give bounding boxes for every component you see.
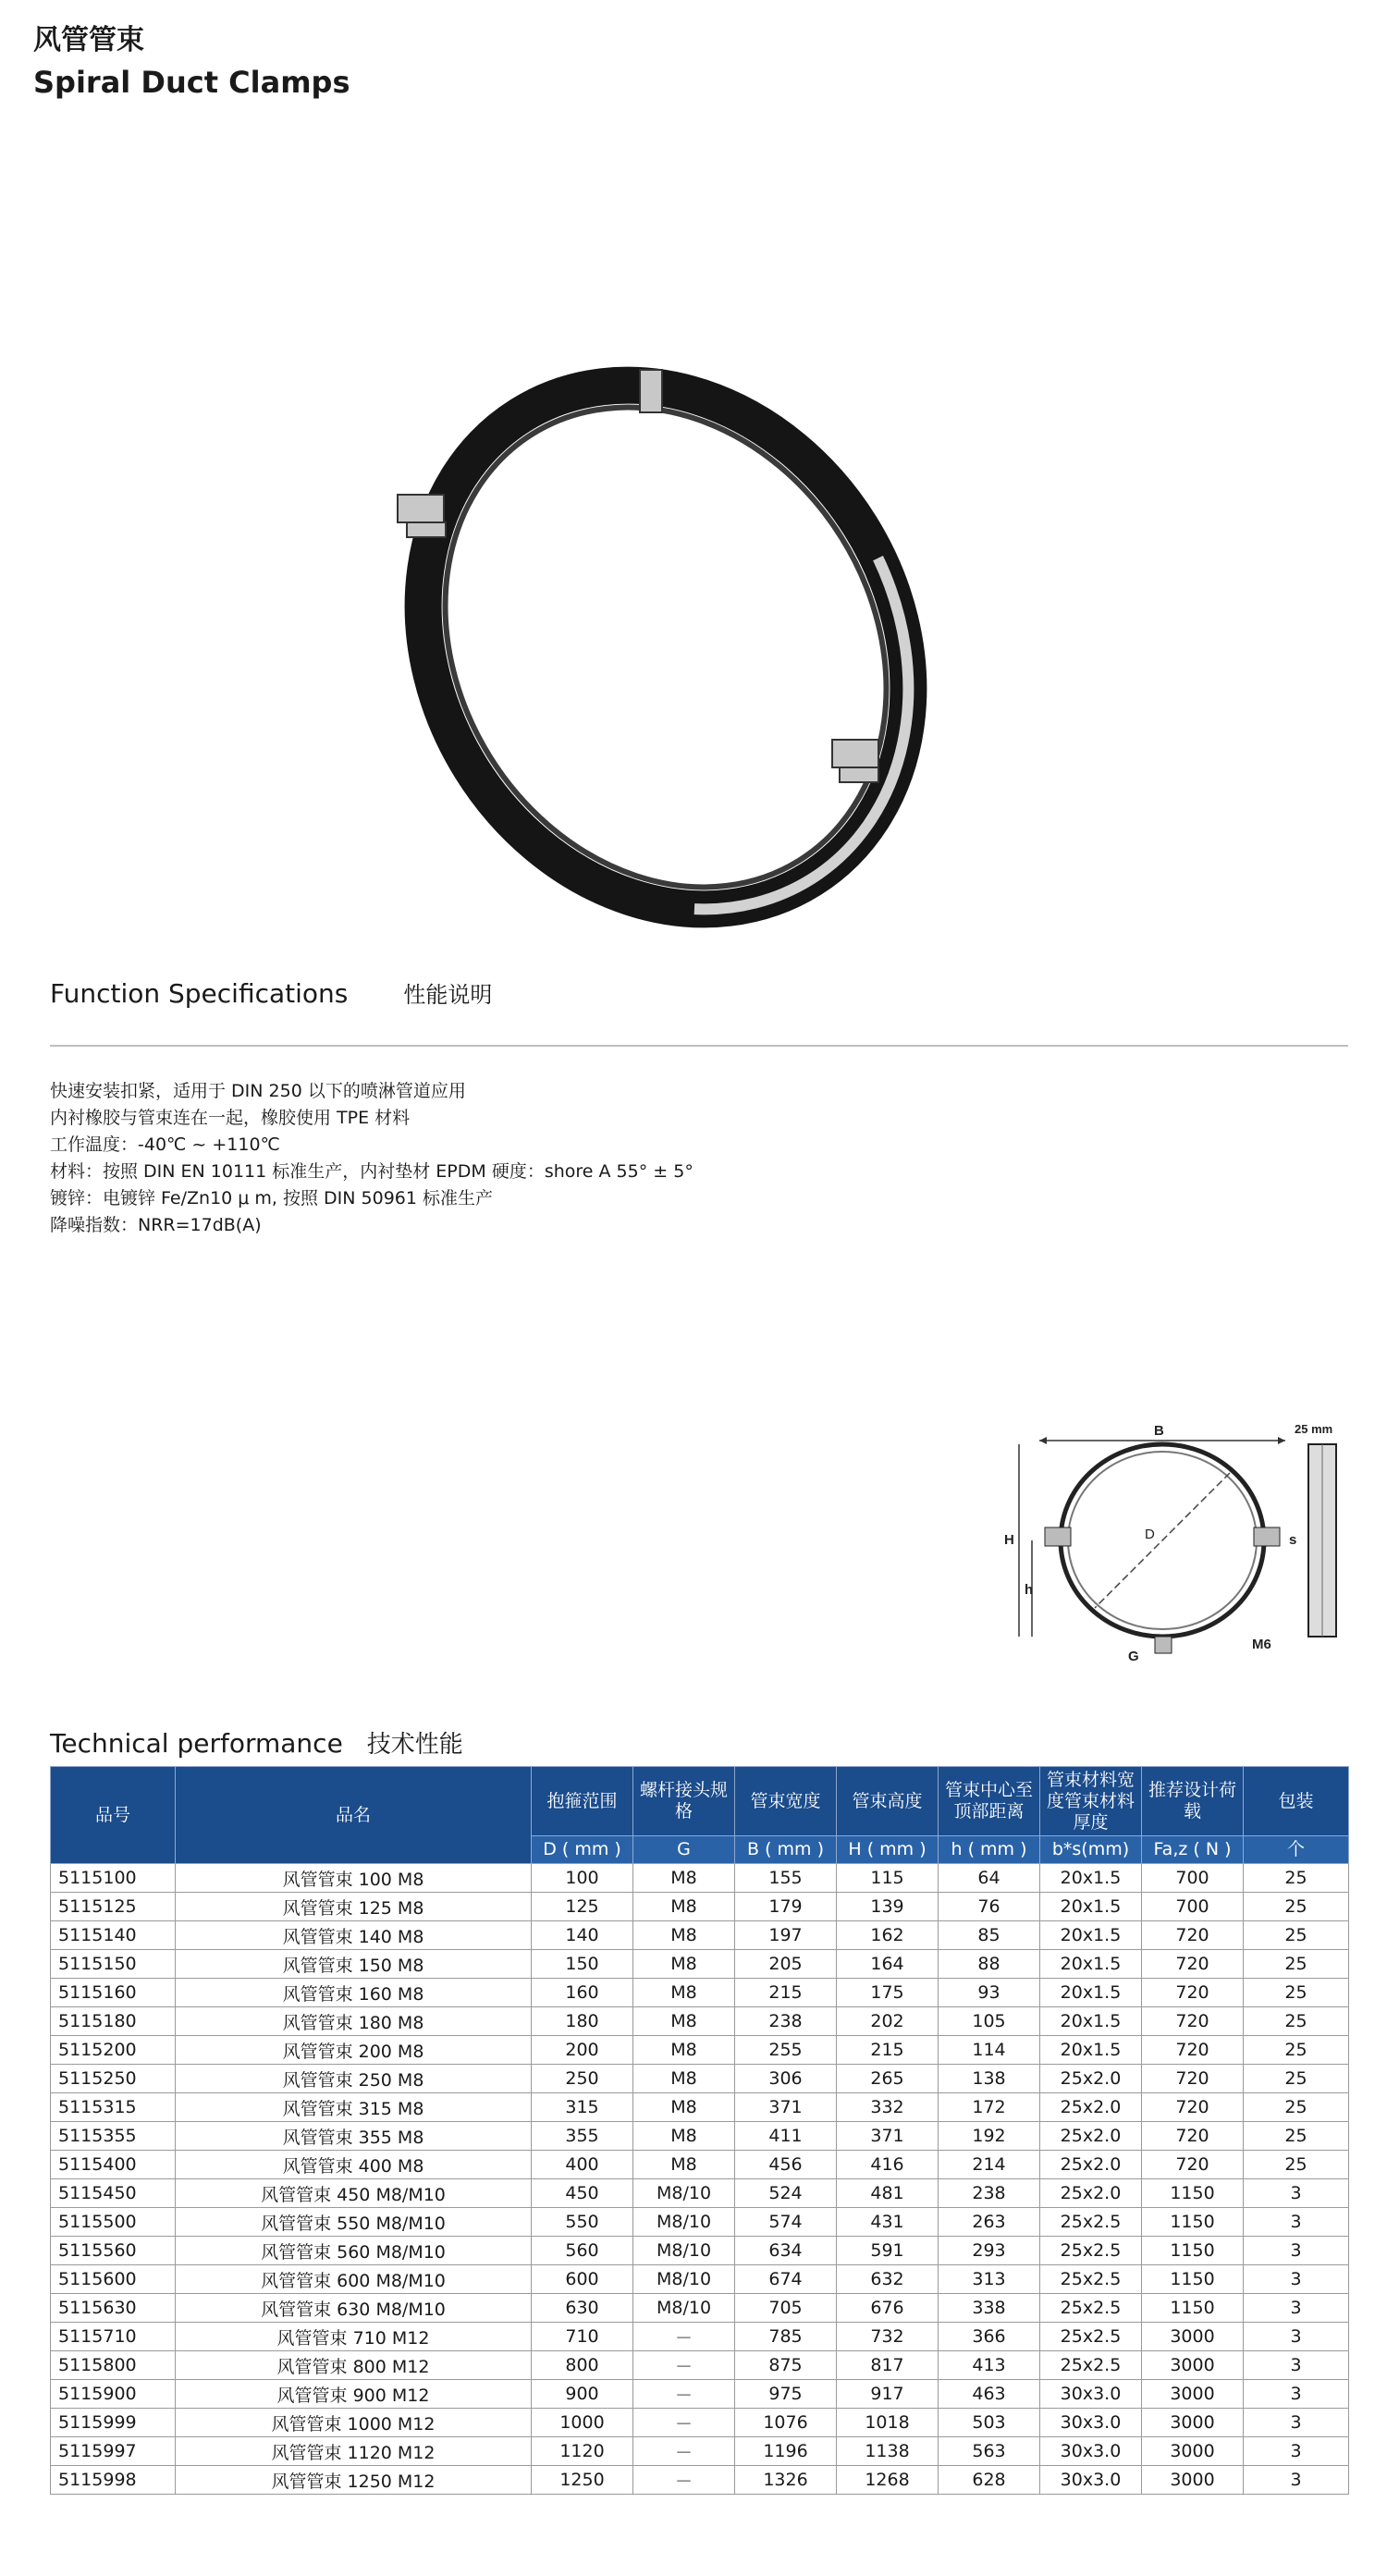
table-row xyxy=(51,1893,1349,1921)
cell-package: 25 xyxy=(1244,1921,1349,1950)
table-row xyxy=(51,2151,1349,2179)
table-row xyxy=(51,1921,1349,1950)
cell-thread: M8 xyxy=(633,2007,735,2036)
cell-center-distance: 313 xyxy=(939,2265,1040,2294)
cell-load: 720 xyxy=(1142,2151,1244,2179)
cell-material: 25x2.5 xyxy=(1040,2323,1142,2351)
col-header-center-distance: 管束中心至顶部距离 xyxy=(939,1767,1040,1836)
label-g: G xyxy=(1128,1649,1139,1662)
col-header-material: 管束材料宽度管束材料厚度 xyxy=(1040,1767,1142,1836)
cell-name: 风管管束 600 M8/M10 xyxy=(176,2265,532,2294)
cell-height: 175 xyxy=(837,1979,939,2007)
cell-code: 5115400 xyxy=(51,2151,176,2179)
cell-center-distance: 503 xyxy=(939,2409,1040,2437)
cell-name: 风管管束 900 M12 xyxy=(176,2380,532,2409)
cell-material: 25x2.0 xyxy=(1040,2065,1142,2093)
cell-width: 411 xyxy=(735,2122,837,2151)
cell-name: 风管管束 250 M8 xyxy=(176,2065,532,2093)
cell-code: 5115355 xyxy=(51,2122,176,2151)
cell-code: 5115997 xyxy=(51,2437,176,2466)
cell-center-distance: 138 xyxy=(939,2065,1040,2093)
cell-range: 710 xyxy=(532,2323,633,2351)
label-b: B xyxy=(1154,1423,1164,1439)
table-row xyxy=(51,1950,1349,1979)
cell-width: 674 xyxy=(735,2265,837,2294)
cell-height: 416 xyxy=(837,2151,939,2179)
cell-thread: M8 xyxy=(633,1864,735,1893)
cell-material: 20x1.5 xyxy=(1040,1921,1142,1950)
cell-height: 732 xyxy=(837,2323,939,2351)
cell-name: 风管管束 400 M8 xyxy=(176,2151,532,2179)
cell-height: 1018 xyxy=(837,2409,939,2437)
cell-height: 817 xyxy=(837,2351,939,2380)
cell-name: 风管管束 140 M8 xyxy=(176,1921,532,1950)
specification-list xyxy=(50,1078,694,1239)
label-h-upper: H xyxy=(1004,1532,1014,1548)
cell-width: 371 xyxy=(735,2093,837,2122)
cell-load: 3000 xyxy=(1142,2351,1244,2380)
cell-width: 634 xyxy=(735,2237,837,2265)
cell-load: 3000 xyxy=(1142,2323,1244,2351)
cell-width: 1196 xyxy=(735,2437,837,2466)
page-title-en: Spiral Duct Clamps xyxy=(33,65,350,100)
cell-code: 5115180 xyxy=(51,2007,176,2036)
label-m6: M6 xyxy=(1252,1637,1271,1652)
cell-load: 1150 xyxy=(1142,2237,1244,2265)
spec-line: 材料：按照 DIN EN 10111 标准生产，内衬垫材 EPDM 硬度：shore A 55° ± 5° xyxy=(50,1161,694,1182)
cell-width: 1326 xyxy=(735,2466,837,2495)
unit-h-lower: h ( mm ) xyxy=(939,1836,1040,1864)
cell-width: 179 xyxy=(735,1893,837,1921)
cell-code: 5115630 xyxy=(51,2294,176,2323)
cell-package: 25 xyxy=(1244,1864,1349,1893)
dimension-diagram xyxy=(999,1422,1350,1662)
cell-name: 风管管束 100 M8 xyxy=(176,1864,532,1893)
duct-clamp-photo xyxy=(370,314,962,980)
cell-code: 5115600 xyxy=(51,2265,176,2294)
table-row xyxy=(51,1864,1349,1893)
cell-code: 5115998 xyxy=(51,2466,176,2495)
cell-material: 30x3.0 xyxy=(1040,2409,1142,2437)
cell-thread: M8 xyxy=(633,1950,735,1979)
cell-thread: － xyxy=(633,2437,735,2466)
cell-name: 风管管束 315 M8 xyxy=(176,2093,532,2122)
cell-width: 875 xyxy=(735,2351,837,2380)
cell-load: 700 xyxy=(1142,1864,1244,1893)
cell-load: 720 xyxy=(1142,2122,1244,2151)
col-header-height: 管束高度 xyxy=(837,1767,939,1836)
table-row xyxy=(51,2409,1349,2437)
cell-center-distance: 93 xyxy=(939,1979,1040,2007)
cell-width: 785 xyxy=(735,2323,837,2351)
cell-thread: M8 xyxy=(633,2093,735,2122)
cell-package: 25 xyxy=(1244,1950,1349,1979)
cell-width: 975 xyxy=(735,2380,837,2409)
cell-range: 450 xyxy=(532,2179,633,2208)
cell-material: 20x1.5 xyxy=(1040,1979,1142,2007)
cell-width: 456 xyxy=(735,2151,837,2179)
cell-name: 风管管束 710 M12 xyxy=(176,2323,532,2351)
cell-load: 720 xyxy=(1142,2007,1244,2036)
cell-code: 5115160 xyxy=(51,1979,176,2007)
cell-material: 30x3.0 xyxy=(1040,2437,1142,2466)
cell-name: 风管管束 1120 M12 xyxy=(176,2437,532,2466)
cell-height: 371 xyxy=(837,2122,939,2151)
section-divider xyxy=(50,1045,1348,1047)
cell-code: 5115999 xyxy=(51,2409,176,2437)
cell-load: 1150 xyxy=(1142,2179,1244,2208)
cell-load: 720 xyxy=(1142,1921,1244,1950)
table-row xyxy=(51,2380,1349,2409)
table-row xyxy=(51,2437,1349,2466)
function-specifications-heading xyxy=(50,976,492,1009)
unit-pcs: 个 xyxy=(1244,1836,1349,1864)
cell-range: 550 xyxy=(532,2208,633,2237)
cell-package: 25 xyxy=(1244,1979,1349,2007)
cell-name: 风管管束 550 M8/M10 xyxy=(176,2208,532,2237)
cell-center-distance: 293 xyxy=(939,2237,1040,2265)
cell-height: 162 xyxy=(837,1921,939,1950)
cell-thread: M8 xyxy=(633,1893,735,1921)
cell-package: 3 xyxy=(1244,2323,1349,2351)
cell-range: 150 xyxy=(532,1950,633,1979)
cell-load: 3000 xyxy=(1142,2437,1244,2466)
cell-code: 5115560 xyxy=(51,2237,176,2265)
heading-en: Technical performance xyxy=(50,1728,343,1759)
table-header-row xyxy=(51,1767,1349,1836)
cell-range: 630 xyxy=(532,2294,633,2323)
cell-code: 5115500 xyxy=(51,2208,176,2237)
cell-code: 5115150 xyxy=(51,1950,176,1979)
cell-height: 164 xyxy=(837,1950,939,1979)
cell-material: 20x1.5 xyxy=(1040,1864,1142,1893)
cell-load: 1150 xyxy=(1142,2265,1244,2294)
cell-code: 5115200 xyxy=(51,2036,176,2065)
cell-name: 风管管束 355 M8 xyxy=(176,2122,532,2151)
cell-material: 25x2.5 xyxy=(1040,2208,1142,2237)
cell-range: 355 xyxy=(532,2122,633,2151)
cell-package: 25 xyxy=(1244,2065,1349,2093)
cell-height: 431 xyxy=(837,2208,939,2237)
cell-center-distance: 628 xyxy=(939,2466,1040,2495)
col-header-load: 推荐设计荷载 xyxy=(1142,1767,1244,1836)
col-header-code: 品号 xyxy=(51,1767,176,1864)
technical-table xyxy=(50,1766,1349,2495)
cell-range: 100 xyxy=(532,1864,633,1893)
table-row xyxy=(51,2237,1349,2265)
spec-line: 降噪指数：NRR=17dB(A) xyxy=(50,1215,262,1235)
table-row xyxy=(51,2007,1349,2036)
cell-center-distance: 214 xyxy=(939,2151,1040,2179)
technical-performance-heading xyxy=(50,1725,463,1760)
cell-package: 25 xyxy=(1244,1893,1349,1921)
cell-thread: M8/10 xyxy=(633,2208,735,2237)
cell-code: 5115450 xyxy=(51,2179,176,2208)
cell-range: 600 xyxy=(532,2265,633,2294)
cell-load: 720 xyxy=(1142,2036,1244,2065)
table-row xyxy=(51,2265,1349,2294)
cell-code: 5115800 xyxy=(51,2351,176,2380)
cell-thread: M8/10 xyxy=(633,2294,735,2323)
label-d: D xyxy=(1145,1527,1155,1542)
cell-height: 139 xyxy=(837,1893,939,1921)
cell-range: 800 xyxy=(532,2351,633,2380)
cell-material: 20x1.5 xyxy=(1040,1950,1142,1979)
cell-center-distance: 366 xyxy=(939,2323,1040,2351)
table-row xyxy=(51,2466,1349,2495)
cell-name: 风管管束 1000 M12 xyxy=(176,2409,532,2437)
heading-cn: 性能说明 xyxy=(403,982,493,1008)
cell-thread: M8 xyxy=(633,2151,735,2179)
table-row xyxy=(51,1979,1349,2007)
cell-center-distance: 88 xyxy=(939,1950,1040,1979)
cell-range: 400 xyxy=(532,2151,633,2179)
label-h-lower: h xyxy=(1025,1582,1034,1598)
cell-load: 720 xyxy=(1142,1950,1244,1979)
cell-name: 风管管束 150 M8 xyxy=(176,1950,532,1979)
cell-height: 676 xyxy=(837,2294,939,2323)
cell-range: 125 xyxy=(532,1893,633,1921)
table-row xyxy=(51,2323,1349,2351)
cell-center-distance: 114 xyxy=(939,2036,1040,2065)
cell-width: 197 xyxy=(735,1921,837,1950)
cell-package: 3 xyxy=(1244,2380,1349,2409)
cell-load: 720 xyxy=(1142,2093,1244,2122)
cell-thread: M8 xyxy=(633,2036,735,2065)
cell-material: 25x2.0 xyxy=(1040,2093,1142,2122)
table-row xyxy=(51,2208,1349,2237)
cell-center-distance: 338 xyxy=(939,2294,1040,2323)
cell-package: 3 xyxy=(1244,2409,1349,2437)
cell-material: 20x1.5 xyxy=(1040,1893,1142,1921)
cell-material: 30x3.0 xyxy=(1040,2380,1142,2409)
cell-height: 632 xyxy=(837,2265,939,2294)
spec-line: 工作温度：-40℃ ~ +110℃ xyxy=(50,1135,280,1155)
cell-center-distance: 463 xyxy=(939,2380,1040,2409)
heading-cn: 技术性能 xyxy=(366,1731,463,1759)
cell-width: 205 xyxy=(735,1950,837,1979)
cell-center-distance: 192 xyxy=(939,2122,1040,2151)
unit-d: D ( mm ) xyxy=(532,1836,633,1864)
cell-code: 5115315 xyxy=(51,2093,176,2122)
cell-width: 524 xyxy=(735,2179,837,2208)
cell-load: 720 xyxy=(1142,1979,1244,2007)
spec-line: 镀锌：电镀锌 Fe/Zn10 μ m, 按照 DIN 50961 标准生产 xyxy=(50,1188,494,1208)
table-row xyxy=(51,2093,1349,2122)
heading-en: Function Specifications xyxy=(50,978,349,1009)
cell-load: 700 xyxy=(1142,1893,1244,1921)
cell-code: 5115710 xyxy=(51,2323,176,2351)
table-row xyxy=(51,2179,1349,2208)
cell-height: 115 xyxy=(837,1864,939,1893)
cell-material: 25x2.5 xyxy=(1040,2294,1142,2323)
cell-name: 风管管束 800 M12 xyxy=(176,2351,532,2380)
table-row xyxy=(51,2351,1349,2380)
cell-name: 风管管束 125 M8 xyxy=(176,1893,532,1921)
cell-code: 5115900 xyxy=(51,2380,176,2409)
cell-width: 1076 xyxy=(735,2409,837,2437)
cell-material: 25x2.0 xyxy=(1040,2151,1142,2179)
cell-package: 3 xyxy=(1244,2351,1349,2380)
table-row xyxy=(51,2036,1349,2065)
unit-b: B ( mm ) xyxy=(735,1836,837,1864)
cell-width: 215 xyxy=(735,1979,837,2007)
cell-code: 5115100 xyxy=(51,1864,176,1893)
cell-range: 1000 xyxy=(532,2409,633,2437)
cell-center-distance: 413 xyxy=(939,2351,1040,2380)
cell-range: 560 xyxy=(532,2237,633,2265)
cell-load: 1150 xyxy=(1142,2294,1244,2323)
cell-thread: M8 xyxy=(633,1979,735,2007)
spec-line: 内衬橡胶与管束连在一起，橡胶使用 TPE 材料 xyxy=(50,1108,411,1128)
table-row xyxy=(51,2122,1349,2151)
cell-height: 917 xyxy=(837,2380,939,2409)
cell-package: 25 xyxy=(1244,2036,1349,2065)
col-header-width: 管束宽度 xyxy=(735,1767,837,1836)
cell-width: 255 xyxy=(735,2036,837,2065)
cell-package: 3 xyxy=(1244,2265,1349,2294)
cell-height: 1268 xyxy=(837,2466,939,2495)
cell-material: 25x2.0 xyxy=(1040,2179,1142,2208)
cell-range: 900 xyxy=(532,2380,633,2409)
cell-width: 705 xyxy=(735,2294,837,2323)
cell-name: 风管管束 1250 M12 xyxy=(176,2466,532,2495)
cell-range: 200 xyxy=(532,2036,633,2065)
unit-load: Fa,z ( N ) xyxy=(1142,1836,1244,1864)
cell-thread: － xyxy=(633,2466,735,2495)
cell-code: 5115250 xyxy=(51,2065,176,2093)
cell-center-distance: 563 xyxy=(939,2437,1040,2466)
cell-name: 风管管束 200 M8 xyxy=(176,2036,532,2065)
cell-package: 3 xyxy=(1244,2294,1349,2323)
cell-thread: M8 xyxy=(633,1921,735,1950)
cell-height: 481 xyxy=(837,2179,939,2208)
cell-load: 3000 xyxy=(1142,2409,1244,2437)
label-s: s xyxy=(1289,1532,1297,1548)
cell-thread: M8/10 xyxy=(633,2265,735,2294)
cell-code: 5115140 xyxy=(51,1921,176,1950)
unit-bs: b*s(mm) xyxy=(1040,1836,1142,1864)
cell-center-distance: 238 xyxy=(939,2179,1040,2208)
cell-package: 25 xyxy=(1244,2007,1349,2036)
cell-range: 140 xyxy=(532,1921,633,1950)
col-header-thread: 螺杆接头规格 xyxy=(633,1767,735,1836)
cell-name: 风管管束 180 M8 xyxy=(176,2007,532,2036)
cell-height: 591 xyxy=(837,2237,939,2265)
cell-load: 3000 xyxy=(1142,2466,1244,2495)
cell-name: 风管管束 630 M8/M10 xyxy=(176,2294,532,2323)
cell-height: 215 xyxy=(837,2036,939,2065)
cell-material: 20x1.5 xyxy=(1040,2007,1142,2036)
cell-material: 25x2.5 xyxy=(1040,2351,1142,2380)
cell-package: 3 xyxy=(1244,2179,1349,2208)
cell-height: 265 xyxy=(837,2065,939,2093)
cell-package: 25 xyxy=(1244,2093,1349,2122)
col-header-range: 抱箍范围 xyxy=(532,1767,633,1836)
table-body xyxy=(51,1864,1349,2495)
cell-load: 3000 xyxy=(1142,2380,1244,2409)
cell-package: 3 xyxy=(1244,2208,1349,2237)
cell-center-distance: 64 xyxy=(939,1864,1040,1893)
cell-thread: M8/10 xyxy=(633,2179,735,2208)
cell-center-distance: 263 xyxy=(939,2208,1040,2237)
cell-width: 238 xyxy=(735,2007,837,2036)
cell-name: 风管管束 560 M8/M10 xyxy=(176,2237,532,2265)
cell-height: 332 xyxy=(837,2093,939,2122)
cell-range: 1120 xyxy=(532,2437,633,2466)
cell-thread: － xyxy=(633,2351,735,2380)
cell-code: 5115125 xyxy=(51,1893,176,1921)
label-width: 25 mm xyxy=(1295,1422,1333,1436)
cell-material: 30x3.0 xyxy=(1040,2466,1142,2495)
cell-range: 315 xyxy=(532,2093,633,2122)
page-title-cn: 风管管束 xyxy=(33,24,144,56)
cell-name: 风管管束 450 M8/M10 xyxy=(176,2179,532,2208)
col-header-name: 品名 xyxy=(176,1767,532,1864)
cell-thread: － xyxy=(633,2323,735,2351)
cell-thread: － xyxy=(633,2409,735,2437)
cell-load: 1150 xyxy=(1142,2208,1244,2237)
cell-center-distance: 76 xyxy=(939,1893,1040,1921)
cell-package: 25 xyxy=(1244,2151,1349,2179)
cell-range: 250 xyxy=(532,2065,633,2093)
cell-package: 3 xyxy=(1244,2437,1349,2466)
cell-package: 3 xyxy=(1244,2237,1349,2265)
table-row xyxy=(51,2294,1349,2323)
cell-package: 3 xyxy=(1244,2466,1349,2495)
cell-range: 160 xyxy=(532,1979,633,2007)
cell-thread: M8 xyxy=(633,2122,735,2151)
cell-material: 20x1.5 xyxy=(1040,2036,1142,2065)
cell-material: 25x2.0 xyxy=(1040,2122,1142,2151)
spec-line: 快速安装扣紧，适用于 DIN 250 以下的喷淋管道应用 xyxy=(50,1081,466,1101)
cell-material: 25x2.5 xyxy=(1040,2237,1142,2265)
unit-h-upper: H ( mm ) xyxy=(837,1836,939,1864)
cell-height: 1138 xyxy=(837,2437,939,2466)
cell-name: 风管管束 160 M8 xyxy=(176,1979,532,2007)
cell-width: 306 xyxy=(735,2065,837,2093)
cell-thread: M8 xyxy=(633,2065,735,2093)
cell-height: 202 xyxy=(837,2007,939,2036)
cell-range: 180 xyxy=(532,2007,633,2036)
cell-material: 25x2.5 xyxy=(1040,2265,1142,2294)
cell-center-distance: 85 xyxy=(939,1921,1040,1950)
cell-width: 155 xyxy=(735,1864,837,1893)
table-row xyxy=(51,2065,1349,2093)
cell-thread: M8/10 xyxy=(633,2237,735,2265)
cell-thread: － xyxy=(633,2380,735,2409)
cell-load: 720 xyxy=(1142,2065,1244,2093)
cell-package: 25 xyxy=(1244,2122,1349,2151)
cell-range: 1250 xyxy=(532,2466,633,2495)
col-header-package: 包装 xyxy=(1244,1767,1349,1836)
unit-g: G xyxy=(633,1836,735,1864)
cell-width: 574 xyxy=(735,2208,837,2237)
cell-center-distance: 172 xyxy=(939,2093,1040,2122)
cell-center-distance: 105 xyxy=(939,2007,1040,2036)
